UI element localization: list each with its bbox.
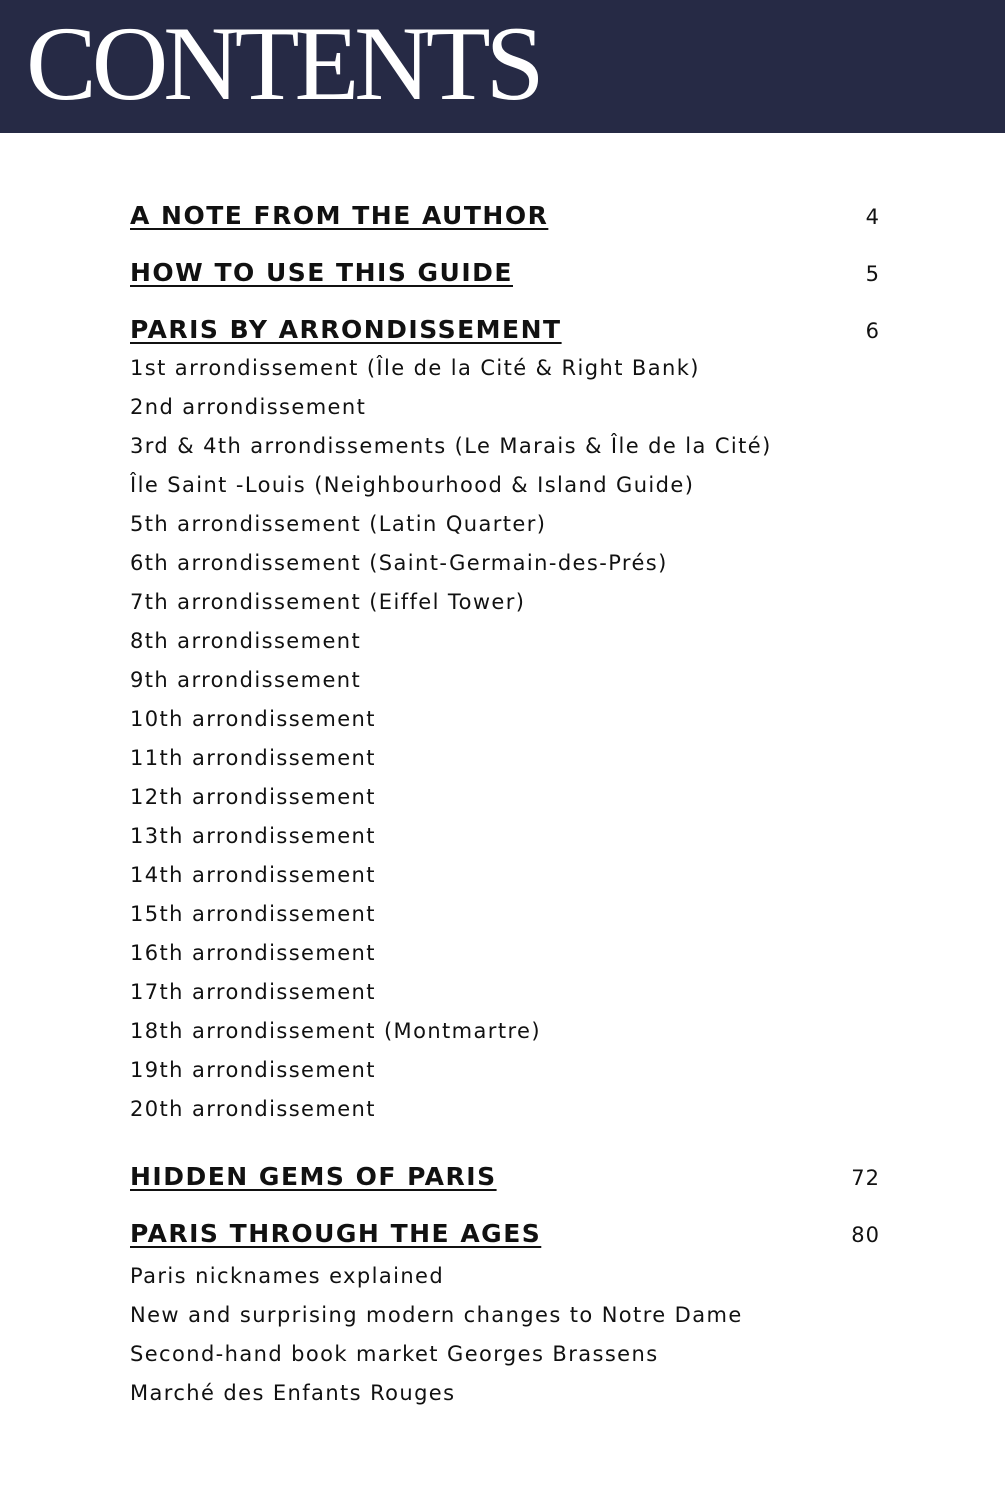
toc-page-number: 5 <box>865 262 880 286</box>
toc-subitem[interactable]: 11th arrondissement <box>130 746 376 770</box>
toc-subitem[interactable]: Marché des Enfants Rouges <box>130 1381 456 1405</box>
toc-subitem[interactable]: 16th arrondissement <box>130 941 376 965</box>
toc-entry-how-to-use-guide[interactable] <box>130 258 880 294</box>
toc-subitem[interactable]: 18th arrondissement (Montmartre) <box>130 1019 541 1043</box>
toc-entry-note-from-author[interactable] <box>130 201 880 237</box>
toc-subitem[interactable]: New and surprising modern changes to Notre Dame <box>130 1303 743 1327</box>
toc-subitem[interactable]: 1st arrondissement (Île de la Cité & Right Bank) <box>130 356 700 380</box>
toc-subitem[interactable]: 14th arrondissement <box>130 863 376 887</box>
toc-subitem[interactable]: Paris nicknames explained <box>130 1264 445 1288</box>
toc-subitem[interactable]: 7th arrondissement (Eiffel Tower) <box>130 590 526 614</box>
toc-subitem[interactable]: 12th arrondissement <box>130 785 376 809</box>
toc-entry-hidden-gems[interactable] <box>130 1162 880 1198</box>
toc-heading[interactable]: HIDDEN GEMS OF PARIS <box>130 1162 497 1191</box>
toc-subitem[interactable]: 8th arrondissement <box>130 629 362 653</box>
toc-page-number: 4 <box>865 205 880 229</box>
toc-subitem[interactable]: 2nd arrondissement <box>130 395 367 419</box>
toc-heading[interactable]: A NOTE FROM THE AUTHOR <box>130 201 549 230</box>
toc-page-number: 80 <box>851 1223 880 1247</box>
toc-heading[interactable]: PARIS THROUGH THE AGES <box>130 1219 542 1248</box>
toc-subitem[interactable]: 20th arrondissement <box>130 1097 376 1121</box>
toc-entry-paris-through-ages[interactable] <box>130 1219 880 1255</box>
page-title: CONTENTS <box>26 5 540 122</box>
toc-subitem[interactable]: 19th arrondissement <box>130 1058 376 1082</box>
toc-subitem[interactable]: Île Saint -Louis (Neighbourhood & Island Guide) <box>130 473 695 497</box>
toc-subitem[interactable]: 9th arrondissement <box>130 668 362 692</box>
toc-heading[interactable]: HOW TO USE THIS GUIDE <box>130 258 513 287</box>
toc-page-number: 6 <box>865 319 880 343</box>
toc-page-number: 72 <box>851 1166 880 1190</box>
toc-heading[interactable]: PARIS BY ARRONDISSEMENT <box>130 315 562 344</box>
toc-subitem[interactable]: Second-hand book market Georges Brassens <box>130 1342 659 1366</box>
toc-subitem[interactable]: 10th arrondissement <box>130 707 376 731</box>
toc-subitem[interactable]: 3rd & 4th arrondissements (Le Marais & Île de la Cité) <box>130 434 772 458</box>
toc-subitem[interactable]: 5th arrondissement (Latin Quarter) <box>130 512 547 536</box>
toc-subitem[interactable]: 13th arrondissement <box>130 824 376 848</box>
toc-entry-paris-by-arrondissement[interactable] <box>130 315 880 351</box>
toc-subitem[interactable]: 17th arrondissement <box>130 980 376 1004</box>
toc-subitem[interactable]: 15th arrondissement <box>130 902 376 926</box>
toc-subitem[interactable]: 6th arrondissement (Saint-Germain-des-Prés) <box>130 551 668 575</box>
